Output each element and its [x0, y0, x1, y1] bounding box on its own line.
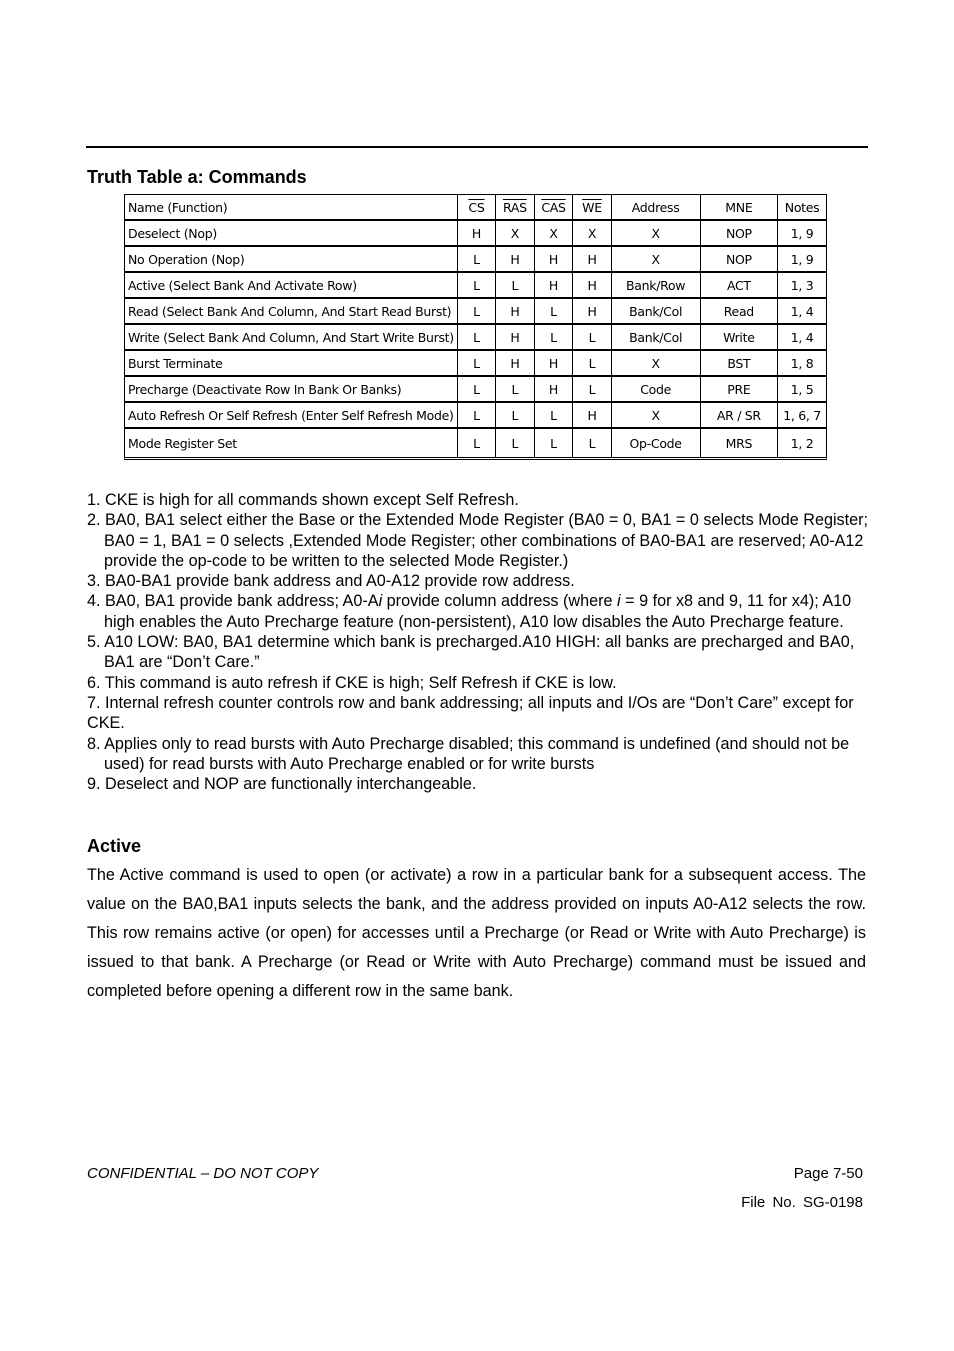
cell-mne: AR / SR	[701, 403, 779, 429]
cell-name: Auto Refresh Or Self Refresh (Enter Self Refresh Mode)	[125, 403, 458, 429]
cell-cs: L	[458, 325, 496, 351]
cell-cs: L	[458, 429, 496, 457]
header-cs: $\overline{CS}$	[458, 195, 496, 221]
cell-name: Precharge (Deactivate Row In Bank Or Banks)	[125, 377, 458, 403]
cell-cas: L	[535, 299, 574, 325]
note-item: 9. Deselect and NOP are functionally interchangeable.	[87, 775, 477, 794]
cell-we: H	[573, 403, 611, 429]
header-mne: MNE	[701, 195, 779, 221]
footer-file-number: File No. SG-0198	[741, 1194, 863, 1211]
note-item: 5. A10 LOW: BA0, BA1 determine which bank is precharged.A10 HIGH: all banks are precharged and BA0, BA1 are “Don’t Care.”	[87, 633, 855, 672]
cell-cs: L	[458, 299, 496, 325]
cell-we: H	[573, 247, 611, 273]
cell-mne: NOP	[701, 221, 779, 247]
cell-name: Active (Select Bank And Activate Row)	[125, 273, 458, 299]
cell-name: No Operation (Nop)	[125, 247, 458, 273]
cell-cas: H	[535, 351, 574, 377]
cell-ras: X	[496, 221, 535, 247]
cell-cs: L	[458, 247, 496, 273]
cell-address: X	[612, 351, 701, 377]
header-cas: $\overline{CAS}$	[535, 195, 574, 221]
header-ras: $\overline{RAS}$	[496, 195, 535, 221]
cell-address: X	[612, 403, 701, 429]
cell-address: X	[612, 221, 701, 247]
cell-ras: L	[496, 403, 535, 429]
header-rule	[86, 146, 868, 148]
cell-name: Mode Register Set	[125, 429, 458, 457]
note-text: 4. BA0, BA1 provide bank address; A0-A	[87, 592, 379, 611]
cell-address: Bank/Col	[612, 299, 701, 325]
cell-ras: L	[496, 273, 535, 299]
note-italic-i: i	[617, 592, 621, 611]
cell-cs: L	[458, 351, 496, 377]
table-row	[125, 247, 826, 273]
table-header-row	[125, 195, 826, 221]
cell-address: Code	[612, 377, 701, 403]
note-item: 6. This command is auto refresh if CKE is high; Self Refresh if CKE is low.	[87, 673, 617, 692]
cell-notes: 1, 4	[778, 325, 826, 351]
cell-cs: H	[458, 221, 496, 247]
cell-mne: NOP	[701, 247, 779, 273]
cell-cas: L	[535, 429, 574, 457]
table-row	[125, 351, 826, 377]
cell-ras: H	[496, 247, 535, 273]
note-item: 1. CKE is high for all commands shown except Self Refresh.	[87, 491, 519, 509]
cell-address: Bank/Col	[612, 325, 701, 351]
cell-mne: MRS	[701, 429, 779, 457]
cell-mne: BST	[701, 351, 779, 377]
active-heading: Active	[87, 836, 142, 856]
footer-page-number: Page 7-50	[793, 1165, 863, 1182]
cell-we: H	[573, 299, 611, 325]
cell-ras: H	[496, 299, 535, 325]
footer-confidential: CONFIDENTIAL – DO NOT COPY	[87, 1165, 319, 1182]
table-row	[125, 429, 826, 457]
cell-cas: H	[535, 377, 574, 403]
cell-we: X	[573, 221, 611, 247]
cell-address: Op-Code	[612, 429, 701, 457]
table-row	[125, 325, 826, 351]
header-name-function: Name (Function)	[125, 195, 458, 221]
cell-cas: L	[535, 325, 574, 351]
cell-we: L	[573, 351, 611, 377]
table-row	[125, 403, 826, 429]
table-notes	[87, 490, 877, 794]
cell-mne: Write	[701, 325, 779, 351]
table-row	[125, 299, 826, 325]
cell-notes: 1, 9	[778, 247, 826, 273]
cell-cs: L	[458, 403, 496, 429]
note-italic-i: i	[378, 592, 383, 611]
section-title: Truth Table a: Commands	[87, 167, 307, 187]
cell-cs: L	[458, 377, 496, 403]
cell-notes: 1, 5	[778, 377, 826, 403]
cell-cas: X	[535, 221, 574, 247]
cell-cas: L	[535, 403, 574, 429]
cell-name: Deselect (Nop)	[125, 221, 458, 247]
cell-notes: 1, 9	[778, 221, 826, 247]
truth-table-commands	[124, 194, 827, 460]
cell-notes: 1, 8	[778, 351, 826, 377]
cell-mne: Read	[701, 299, 779, 325]
cell-ras: H	[496, 351, 535, 377]
header-notes: Notes	[778, 195, 826, 221]
cell-we: L	[573, 429, 611, 457]
note-item: 8. Applies only to read bursts with Auto Precharge disabled; this command is undefined (and should not be used) for read bursts with Auto Precharge enabled or for write bursts	[87, 734, 850, 773]
note-item: 7. Internal refresh counter controls row and bank addressing; all inputs and I/Os are “Don’t Care” except for CKE.	[87, 693, 854, 733]
cell-name: Read (Select Bank And Column, And Start Read Burst)	[125, 299, 458, 325]
table-row	[125, 221, 826, 247]
table-row	[125, 273, 826, 299]
cell-cas: H	[535, 247, 574, 273]
cell-cas: H	[535, 273, 574, 299]
cell-we: H	[573, 273, 611, 299]
header-address: Address	[612, 195, 701, 221]
cell-address: Bank/Row	[612, 273, 701, 299]
header-we: $\overline{WE}$	[573, 195, 611, 221]
cell-notes: 1, 3	[778, 273, 826, 299]
note-item: 2. BA0, BA1 select either the Base or the Extended Mode Register (BA0 = 0, BA1 = 0 selects Mode Register; BA0 = 1, BA1 = 0 selects ,Extended Mode Register; other combinations of BA0-BA1 are reserved; A0-A12 provide the op-code to be written to the selected Mode Register.)	[87, 511, 869, 570]
note-text: provide column address (where	[382, 592, 618, 611]
note-text: = 9 for x8 and 9, 11 for x4); A10 high enables the Auto Precharge feature (non-persistent), A10 low disables the Auto Precharge feature.	[104, 592, 852, 631]
cell-name: Burst Terminate	[125, 351, 458, 377]
cell-notes: 1, 6, 7	[778, 403, 826, 429]
cell-ras: H	[496, 325, 535, 351]
note-item	[87, 591, 877, 632]
table-row	[125, 377, 826, 403]
cell-cs: L	[458, 273, 496, 299]
cell-mne: ACT	[701, 273, 779, 299]
cell-address: X	[612, 247, 701, 273]
cell-name: Write (Select Bank And Column, And Start Write Burst)	[125, 325, 458, 351]
cell-we: L	[573, 325, 611, 351]
cell-mne: PRE	[701, 377, 779, 403]
cell-ras: L	[496, 429, 535, 457]
cell-notes: 1, 4	[778, 299, 826, 325]
note-item: 3. BA0-BA1 provide bank address and A0-A12 provide row address.	[87, 572, 575, 591]
cell-notes: 1, 2	[790, 435, 814, 451]
cell-ras: L	[496, 377, 535, 403]
active-description: The Active command is used to open (or activate) a row in a particular bank for a subsequent access. The value on the BA0,BA1 inputs selects the bank, and the address provided on inputs A0-A12 selects the row. This row remains active (or open) for accesses until a Precharge (or Read or Write with Auto Precharge) is issued to that bank. A Precharge (or Read or Write with Auto Precharge) command must be issued and completed before opening a different row in the same bank.	[87, 866, 866, 1001]
cell-we: L	[573, 377, 611, 403]
